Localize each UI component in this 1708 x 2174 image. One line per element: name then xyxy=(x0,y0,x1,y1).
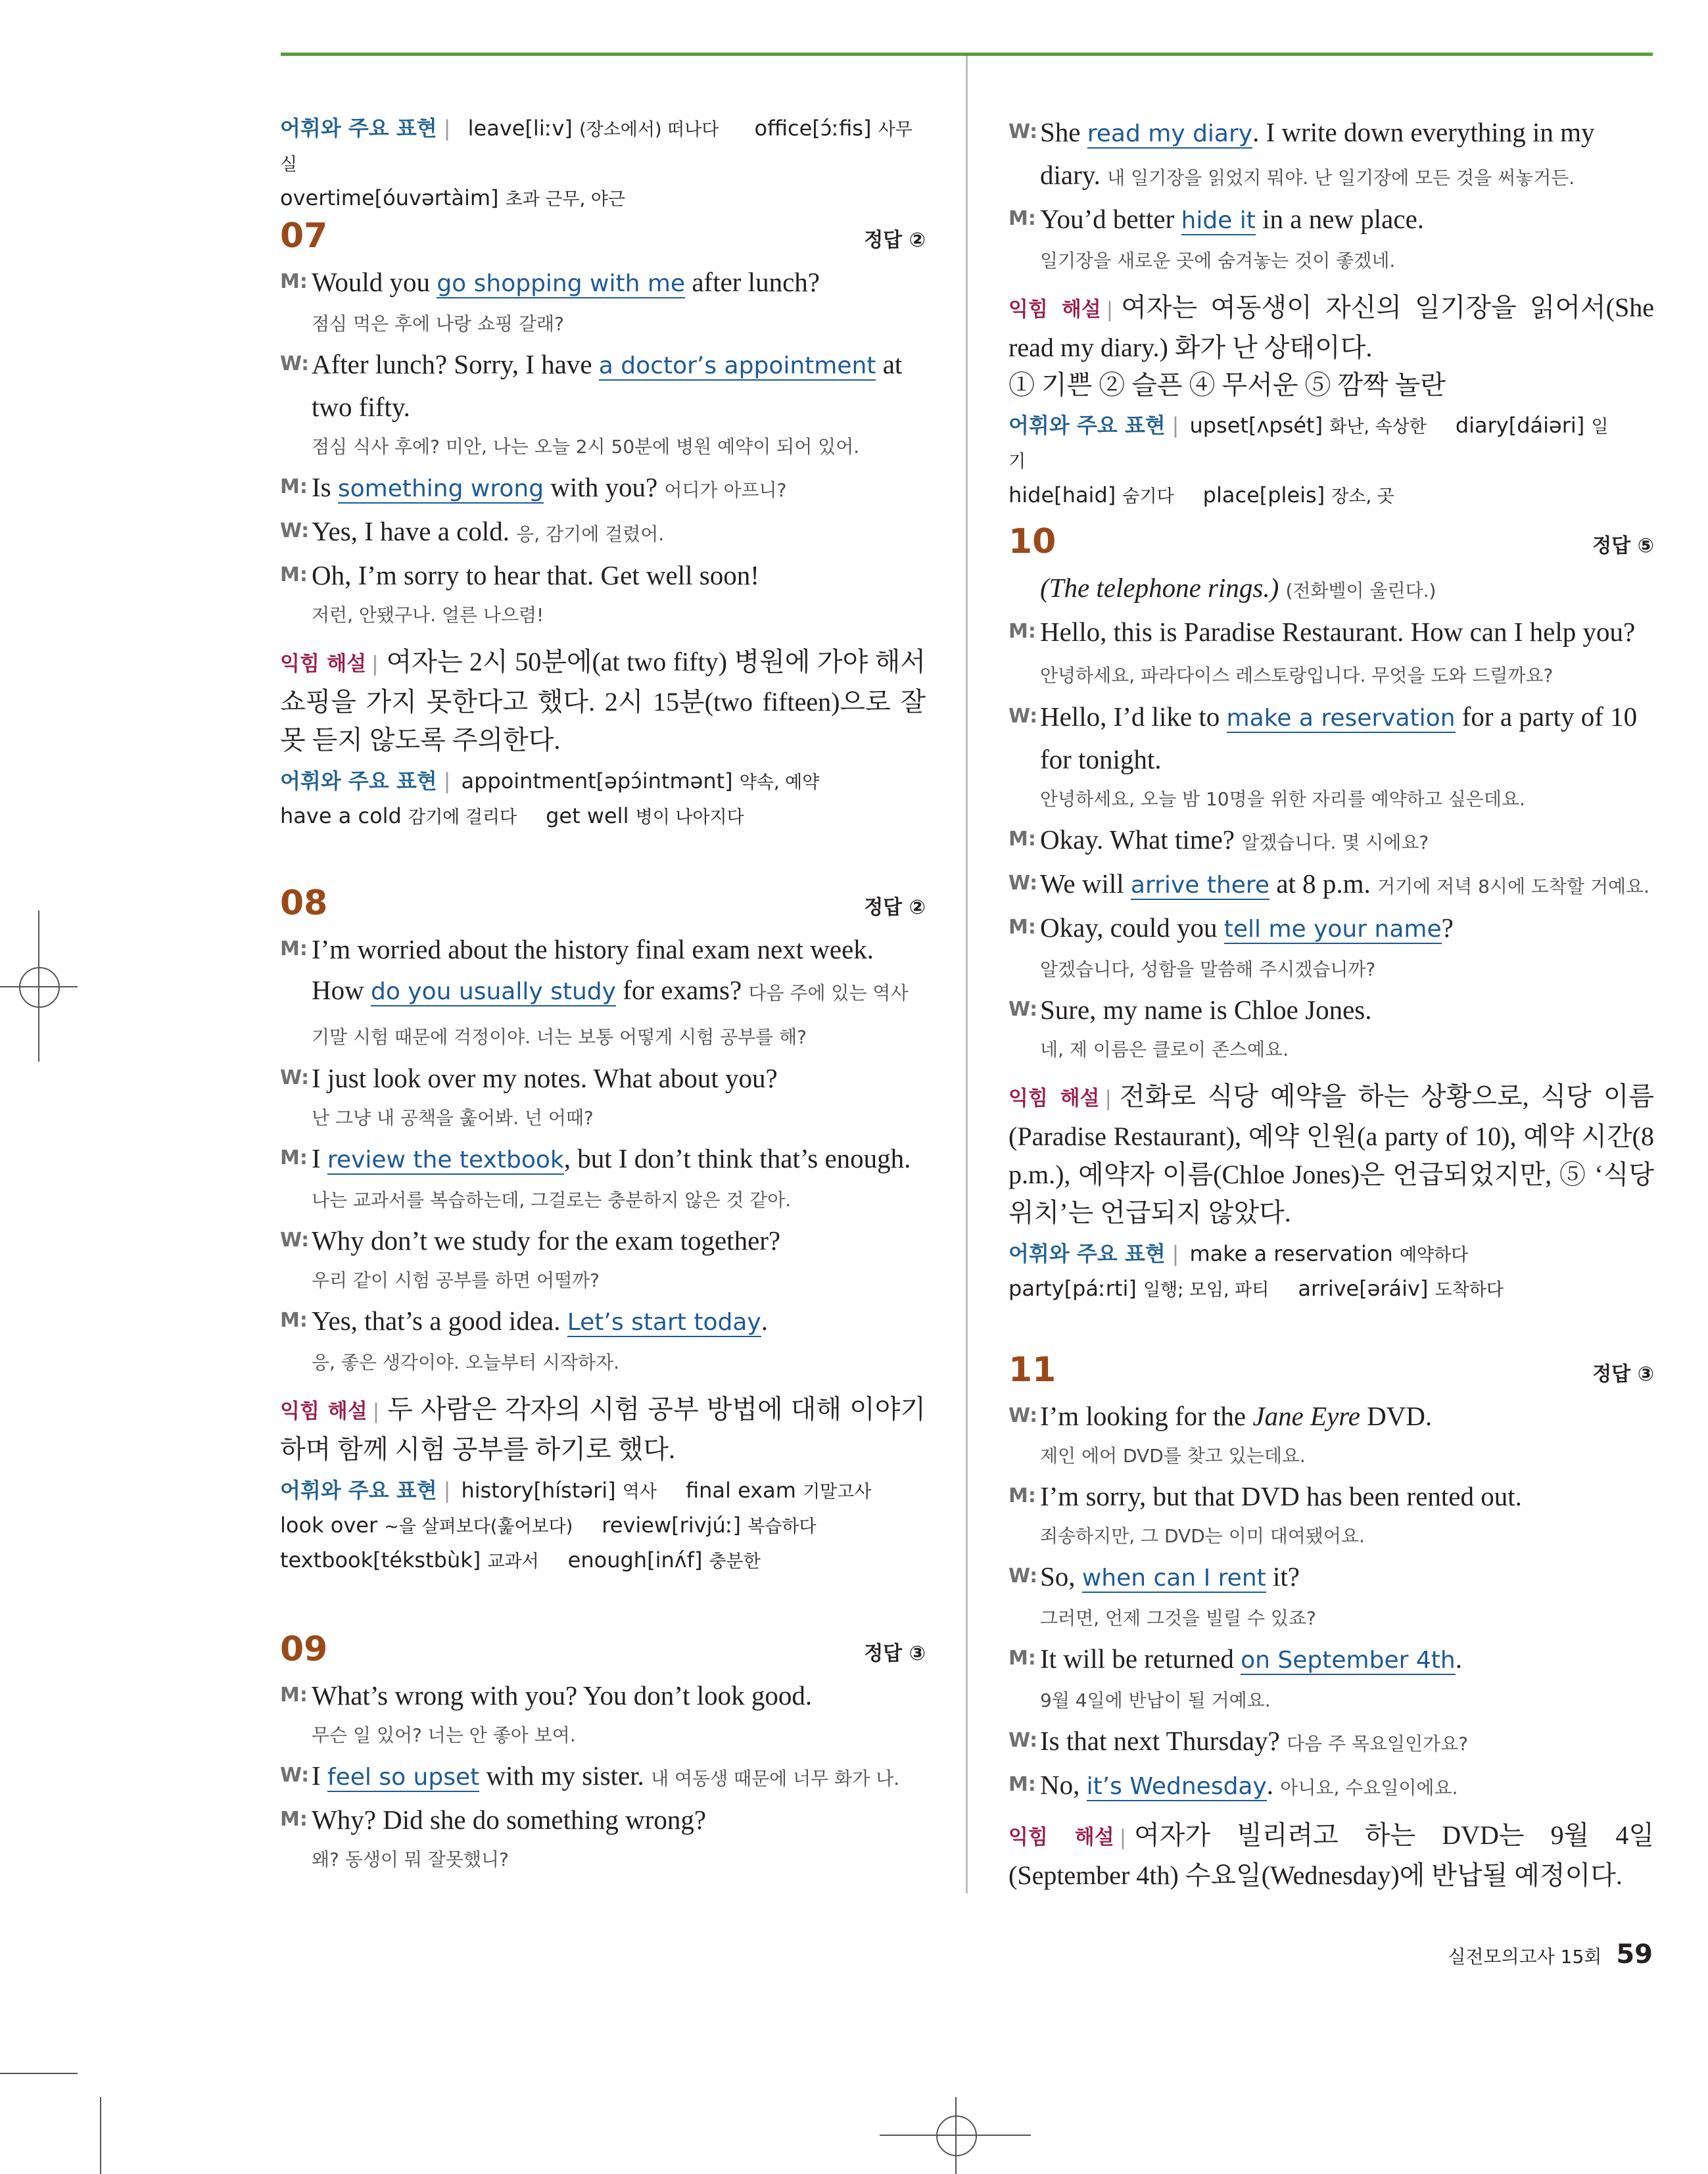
dialogue-text: . I write down everything in my diary. xyxy=(1040,117,1595,190)
dialogue-line xyxy=(1008,112,1654,199)
speaker-tag: M: xyxy=(280,1684,308,1707)
footer-title: 실전모의고사 15회 xyxy=(1448,1946,1602,1968)
explanation-text: 전화로 식당 예약을 하는 상황으로, 식당 이름(Paradise Restaurant), 예약 인원(a party of 10), 예약 시간(8 p.m.), 예약자 이름(Chloe Jones)은 언급되었지만, ⑤ ‘식당 위치’는 언급되지 않았다. xyxy=(1008,1081,1654,1227)
dialogue-line xyxy=(1008,1476,1654,1517)
speaker-tag: W: xyxy=(280,1066,310,1089)
explanation-label: 익힘 해설 xyxy=(1008,298,1101,321)
vocab-block xyxy=(1008,1237,1654,1307)
highlighted-phrase: when can I rent xyxy=(1081,1565,1266,1592)
highlighted-phrase: on September 4th xyxy=(1241,1647,1456,1674)
translation: 안녕하세요, 오늘 밤 10명을 위한 자리를 예약하고 싶은데요. xyxy=(1040,788,1525,810)
dialogue-line xyxy=(280,1138,926,1181)
vocab-meaning: 숨기다 xyxy=(1122,486,1174,507)
translation: 어디가 아프니? xyxy=(664,479,787,501)
translation: 우리 같이 시험 공부를 하면 어떨까? xyxy=(312,1269,600,1291)
highlighted-phrase: arrive there xyxy=(1130,872,1270,899)
dialogue-text: in a new place. xyxy=(1255,204,1425,234)
vocab-entry xyxy=(602,1513,816,1538)
explanation-label: 익힘 해설 xyxy=(280,1400,368,1423)
question-header xyxy=(1008,1344,1654,1396)
dialogue-text: I’m looking for the xyxy=(1040,1401,1253,1431)
translation: 왜? 동생이 뭐 잘못했니? xyxy=(312,1849,509,1870)
explanation-text: 두 사람은 각자의 시험 공부 방법에 대해 이야기하며 함께 시험 공부를 하기로 했다. xyxy=(280,1394,926,1464)
highlighted-phrase: feel so upset xyxy=(327,1764,480,1791)
dialogue-text: What’s wrong with you? You don’t look good. xyxy=(312,1680,813,1711)
translation: 거기에 저녁 8시에 도착할 거예요. xyxy=(1377,876,1650,897)
vocab-term: appointment[əpɔ́intmənt] xyxy=(461,768,733,793)
explanation xyxy=(280,1390,926,1469)
vocab-block xyxy=(280,765,926,834)
vocab-entry xyxy=(468,116,719,141)
speaker-tag: W: xyxy=(1008,998,1038,1021)
speaker-tag: W: xyxy=(280,1764,310,1787)
dialogue-text: Hello, this is Paradise Restaurant. How can I help you? xyxy=(1040,617,1636,647)
speaker-tag: W: xyxy=(1008,1404,1038,1427)
vocab-term: upset[ʌpsét] xyxy=(1189,413,1323,438)
speaker-tag: M: xyxy=(280,563,308,586)
question-number: 11 xyxy=(1008,1350,1056,1390)
question-11 xyxy=(1008,1344,1654,1895)
crop-mark-horizontal xyxy=(0,2073,78,2074)
answer-label: 정답 ② xyxy=(864,896,926,919)
vocab-line xyxy=(280,1544,926,1578)
answer-label: 정답 ③ xyxy=(1592,1363,1654,1386)
dialogue-text: I just look over my notes. What about you? xyxy=(312,1063,778,1093)
translation: 그러면, 언제 그것을 빌릴 수 있죠? xyxy=(1040,1607,1316,1629)
dialogue-text: Oh, I’m sorry to hear that. Get well soon! xyxy=(312,560,759,590)
explanation-text: 여자는 여동생이 자신의 일기장을 읽어서(She read my diary.) 화가 난 상태이다. xyxy=(1008,293,1654,362)
question-09-continued xyxy=(1008,112,1654,513)
speaker-tag: M: xyxy=(1008,207,1036,230)
highlighted-phrase: it’s Wednesday xyxy=(1086,1773,1267,1800)
translation: 내 일기장을 읽었지 뭐야. 난 일기장에 모든 것을 써놓거든. xyxy=(1107,167,1575,189)
speaker-tag: M: xyxy=(1008,1773,1036,1796)
translation: 9월 4일에 반납이 될 거예요. xyxy=(1040,1690,1271,1711)
question-header xyxy=(280,210,926,262)
vocab-entry xyxy=(280,1513,573,1538)
highlighted-phrase: hide it xyxy=(1181,207,1256,234)
highlighted-phrase: do you usually study xyxy=(370,978,616,1005)
translation: 내 여동생 때문에 너무 화가 나. xyxy=(651,1768,900,1789)
vocab-term: overtime[óuvərtàim] xyxy=(280,185,499,210)
dialogue-line xyxy=(1008,1556,1654,1599)
vocab-term: textbook[tékstbùk] xyxy=(280,1548,481,1572)
highlighted-phrase: a doctor’s appointment xyxy=(598,352,876,379)
speaker-tag: W: xyxy=(280,1229,310,1252)
explanation xyxy=(1008,1077,1654,1232)
vocab-entry xyxy=(461,1478,657,1503)
dialogue-text: with my sister. xyxy=(479,1760,644,1791)
translation: 제인 에어 DVD를 찾고 있는데요. xyxy=(1040,1445,1306,1467)
translation: 점심 먹은 후에 나랑 쇼핑 갈래? xyxy=(312,313,564,335)
vocab-entry xyxy=(1203,483,1394,508)
dialogue-line xyxy=(1008,989,1654,1030)
translation: 죄송하지만, 그 DVD는 이미 대여됐어요. xyxy=(1040,1525,1365,1547)
vocab-meaning: 예약하다 xyxy=(1399,1245,1469,1265)
dialogue-text: . xyxy=(1455,1643,1462,1674)
question-08 xyxy=(280,878,926,1578)
translation: 다음 주 목요일인가요? xyxy=(1287,1733,1469,1755)
question-number: 07 xyxy=(280,216,328,256)
speaker-tag: M: xyxy=(280,1808,308,1831)
dialogue-text: after lunch? xyxy=(685,267,820,297)
vocab-term: enough[inʌ́f] xyxy=(567,1548,703,1572)
vocab-meaning: 교과서 xyxy=(487,1551,539,1572)
registration-mark-icon xyxy=(936,2115,977,2156)
vocab-meaning: 화난, 속상한 xyxy=(1329,417,1427,437)
vocab-meaning: 도착하다 xyxy=(1435,1280,1504,1300)
speaker-tag: M: xyxy=(280,1309,308,1332)
highlighted-phrase: Let’s start today xyxy=(567,1309,761,1336)
translation: 알겠습니다, 성함을 말씀해 주시겠습니까? xyxy=(1040,958,1376,980)
dialogue-line xyxy=(1008,1720,1654,1764)
answer-label: 정답 ③ xyxy=(864,1642,926,1665)
separator: | xyxy=(443,116,451,141)
vocab-label: 어휘와 주요 표현 xyxy=(280,116,437,141)
question-number: 09 xyxy=(280,1630,328,1669)
speaker-tag: M: xyxy=(1008,828,1036,851)
vocab-block xyxy=(280,1474,926,1578)
vocab-line xyxy=(280,799,926,834)
separator: | xyxy=(1119,1826,1127,1849)
vocab-entry xyxy=(280,1548,539,1572)
vocab-meaning: 약속, 예약 xyxy=(739,772,820,793)
dialogue-line xyxy=(280,1675,926,1716)
vocab-term: look over xyxy=(280,1513,378,1538)
vocab-entry xyxy=(1298,1276,1504,1301)
dialogue-line xyxy=(1008,863,1654,907)
vocab-term: leave[liːv] xyxy=(467,116,573,141)
explanation-text: 여자가 빌리려고 하는 DVD는 9월 4일(September 4th) 수요일(Wednesday)에 반납될 예정이다. xyxy=(1008,1820,1655,1890)
highlighted-phrase: something wrong xyxy=(337,475,544,502)
registration-mark-icon xyxy=(19,967,60,1008)
vocab-term: final exam xyxy=(685,1478,796,1503)
separator: | xyxy=(371,652,379,676)
vocab-line xyxy=(280,1474,926,1509)
explanation-label: 익힘 해설 xyxy=(1008,1087,1100,1110)
dialogue-text: Sure, my name is Chloe Jones. xyxy=(1040,995,1372,1025)
dialogue-text: Okay. What time? xyxy=(1040,824,1235,855)
vocab-entry xyxy=(461,768,819,793)
speaker-tag: M: xyxy=(1008,620,1036,643)
speaker-tag: W: xyxy=(1008,705,1038,728)
vocab-entry xyxy=(1189,413,1426,438)
vocab-term: place[pleis] xyxy=(1202,483,1325,508)
vocab-meaning: 복습하다 xyxy=(747,1517,817,1537)
dialogue-text: No, xyxy=(1040,1770,1087,1800)
explanation xyxy=(1008,1816,1654,1895)
vocab-term: have a cold xyxy=(280,803,402,828)
question-header xyxy=(280,878,926,929)
question-number: 08 xyxy=(280,884,328,923)
explanation-label: 익힘 해설 xyxy=(1008,1826,1114,1849)
dialogue-text: Okay, could you xyxy=(1040,912,1224,943)
answer-label: 정답 ⑤ xyxy=(1592,534,1654,557)
dialogue-line xyxy=(280,929,926,1058)
vocab-term: get well xyxy=(546,803,629,828)
vocab-block-06 xyxy=(280,112,926,216)
answer-options: ① 기쁜 ② 슬픈 ④ 무서운 ⑤ 깜짝 놀란 xyxy=(1008,370,1446,400)
separator: | xyxy=(443,768,451,793)
speaker-tag: W: xyxy=(1008,872,1038,895)
translation: (전화벨이 울린다.) xyxy=(1285,580,1436,602)
explanation-label: 익힘 해설 xyxy=(280,652,367,676)
translation: 응, 좋은 생각이야. 오늘부터 시작하자. xyxy=(312,1352,620,1373)
vocab-meaning: 감기에 걸리다 xyxy=(408,807,517,828)
highlighted-phrase: read my diary xyxy=(1087,120,1253,147)
translation: 응, 감기에 걸렸어. xyxy=(516,523,665,545)
question-header xyxy=(1008,516,1654,567)
vocab-label: 어휘와 주요 표현 xyxy=(280,768,437,793)
explanation xyxy=(1008,289,1654,367)
dialogue-line xyxy=(280,467,926,511)
vocab-label: 어휘와 주요 표현 xyxy=(280,1478,437,1503)
dialogue-line xyxy=(280,1220,926,1261)
dialogue-text: Is that next Thursday? xyxy=(1040,1726,1280,1756)
translation: 저런, 안됐구나. 얼른 나으렴! xyxy=(312,604,544,626)
vocab-entry xyxy=(280,185,625,210)
page-number: 59 xyxy=(1616,1939,1653,1970)
vocab-meaning: 일행; 모임, 파티 xyxy=(1143,1280,1269,1300)
vocab-term: hide[haid] xyxy=(1008,483,1116,508)
dialogue-text: It will be returned xyxy=(1040,1643,1241,1674)
dialogue-text: Is xyxy=(312,472,338,502)
vocab-entry xyxy=(686,1478,871,1503)
question-07 xyxy=(280,210,926,834)
dialogue-line xyxy=(280,555,926,596)
vocab-meaning: 기말고사 xyxy=(803,1482,872,1502)
vocab-meaning: 일기 xyxy=(1008,417,1609,472)
translation: 안녕하세요, 파라다이스 레스토랑입니다. 무엇을 도와 드릴까요? xyxy=(1040,665,1554,686)
vocab-line xyxy=(1008,1272,1654,1307)
dialogue-text: ? xyxy=(1441,912,1454,943)
highlighted-phrase: tell me your name xyxy=(1223,916,1442,943)
question-number: 10 xyxy=(1008,522,1056,561)
translation: 다음 주에 있는 역사 기말 시험 때문에 걱정이야. 너는 보통 어떻게 시험 공부를 해? xyxy=(312,982,909,1048)
vocab-term: review[rivjúː] xyxy=(602,1513,742,1538)
separator: | xyxy=(1172,1241,1179,1266)
separator: | xyxy=(1172,413,1179,438)
vocab-meaning: 장소, 곳 xyxy=(1331,486,1394,507)
dialogue-text: I’m sorry, but that DVD has been rented out. xyxy=(1040,1481,1522,1511)
vocab-entry xyxy=(1189,1241,1468,1266)
vocab-term: make a reservation xyxy=(1189,1241,1393,1266)
dialogue-text: , but I don’t think that’s enough. xyxy=(563,1143,911,1173)
dialogue-line xyxy=(280,1300,926,1343)
separator: | xyxy=(443,1478,451,1503)
translation: 네, 제 이름은 클로이 존스예요. xyxy=(1040,1039,1289,1060)
dialogue-line xyxy=(1008,819,1654,863)
dialogue-text: for a party of 10 for tonight. xyxy=(1040,701,1638,774)
crop-mark-vertical xyxy=(100,2097,101,2174)
dialogue-text: with you? xyxy=(544,472,658,502)
dialogue-line xyxy=(1008,199,1654,241)
vocab-line xyxy=(280,112,926,181)
speaker-tag: M: xyxy=(280,937,308,960)
question-10 xyxy=(1008,516,1654,1307)
vocab-entry xyxy=(280,803,517,828)
vocab-entry xyxy=(1008,1276,1269,1301)
speaker-tag: W: xyxy=(1008,1565,1038,1588)
answer-label: 정답 ② xyxy=(864,229,926,252)
vocab-meaning: 초과 근무, 야근 xyxy=(505,189,625,210)
vocab-term: history[hístəri] xyxy=(461,1478,616,1503)
speaker-tag: W: xyxy=(280,352,310,375)
explanation xyxy=(280,643,926,759)
dialogue-text: I’m worried about the history final exam next week. How xyxy=(312,934,874,1005)
translation: 나는 교과서를 복습하는데, 그걸로는 충분하지 않은 것 같아. xyxy=(312,1189,792,1211)
dialogue-text: . xyxy=(761,1306,768,1336)
speaker-tag: W: xyxy=(1008,120,1038,143)
dialogue-text: at two fifty. xyxy=(312,349,903,422)
vocab-line xyxy=(280,1509,926,1544)
speaker-tag: M: xyxy=(280,475,308,498)
dialogue-text: After lunch? Sorry, I have xyxy=(312,349,599,379)
vocab-line xyxy=(1008,479,1654,513)
vocab-meaning: 사무실 xyxy=(280,120,913,175)
question-header xyxy=(280,1624,926,1675)
dialogue-text: at 8 p.m. xyxy=(1269,868,1371,899)
highlighted-phrase: make a reservation xyxy=(1226,705,1456,732)
vocab-line xyxy=(280,765,926,799)
dialogue-text: Yes, I have a cold. xyxy=(312,516,510,546)
dialogue-text: Why? Did she do something wrong? xyxy=(312,1805,707,1835)
speaker-tag: M: xyxy=(280,1146,308,1170)
dialogue-line xyxy=(1008,611,1654,696)
translation: 점심 식사 후에? 미안, 나는 오늘 2시 50분에 병원 예약이 되어 있어. xyxy=(312,436,860,458)
vocab-line xyxy=(1008,1237,1654,1272)
dialogue-line xyxy=(1008,1638,1654,1681)
speaker-tag: M: xyxy=(1008,1484,1036,1507)
dialogue-line xyxy=(280,511,926,555)
speaker-tag: W: xyxy=(280,519,310,542)
dialogue-line xyxy=(1008,1396,1654,1436)
dialogue-line xyxy=(280,1058,926,1099)
translation: 난 그냥 내 공책을 훑어봐. 넌 어때? xyxy=(312,1107,594,1129)
dialogue-line xyxy=(280,262,926,304)
dialogue-text: for exams? xyxy=(615,975,742,1005)
vocab-block xyxy=(1008,409,1654,513)
vocab-term: office[ɔ́ːfis] xyxy=(754,116,872,141)
vocab-term: arrive[əráiv] xyxy=(1298,1276,1429,1301)
vocab-label: 어휘와 주요 표현 xyxy=(1008,1241,1166,1266)
dialogue-text: So, xyxy=(1040,1561,1082,1592)
page-footer xyxy=(1448,1939,1653,1970)
dialogue-text: I xyxy=(312,1143,327,1173)
vocab-line xyxy=(1008,409,1654,479)
dialogue-title: Jane Eyre xyxy=(1252,1401,1360,1431)
dialogue-line xyxy=(280,1799,926,1840)
translation: 알겠습니다. 몇 시에요? xyxy=(1241,832,1429,853)
dialogue-line xyxy=(1008,907,1654,950)
translation: 일기장을 새로운 곳에 숨겨놓는 것이 좋겠네. xyxy=(1040,250,1396,272)
vocab-meaning: 충분한 xyxy=(709,1551,761,1572)
separator: | xyxy=(1106,298,1114,321)
vocab-entry xyxy=(546,803,744,828)
dialogue-text: Yes, that’s a good idea. xyxy=(312,1306,567,1336)
dialogue-line xyxy=(1008,696,1654,780)
separator: | xyxy=(372,1400,380,1423)
dialogue-text: She xyxy=(1040,117,1087,147)
vocab-label: 어휘와 주요 표현 xyxy=(1008,413,1166,438)
stage-text: (The telephone rings.) xyxy=(1040,573,1279,603)
dialogue-line xyxy=(280,344,926,427)
highlighted-phrase: go shopping with me xyxy=(437,270,686,297)
vocab-meaning: (장소에서) 떠나다 xyxy=(579,120,719,140)
separator: | xyxy=(1104,1087,1112,1110)
speaker-tag: W: xyxy=(1008,1729,1038,1752)
column-divider xyxy=(966,56,968,1893)
dialogue-text: I xyxy=(312,1760,327,1791)
translation: 아니요, 수요일이에요. xyxy=(1280,1777,1458,1799)
dialogue-text: . xyxy=(1266,1770,1274,1800)
dialogue-text: You’d better xyxy=(1040,204,1181,234)
dialogue-text: it? xyxy=(1266,1561,1300,1592)
dialogue-text: Why don’t we study for the exam together? xyxy=(312,1225,781,1256)
stage-direction xyxy=(1008,567,1654,611)
dialogue-line xyxy=(1008,1764,1654,1808)
highlighted-phrase: review the textbook xyxy=(327,1146,564,1173)
vocab-entry xyxy=(1008,483,1174,508)
dialogue-text: Hello, I’d like to xyxy=(1040,701,1227,732)
explanation-text: 여자는 2시 50분에(at two fifty) 병원에 가야 해서 쇼핑을 가지 못한다고 했다. 2시 15분(two fifteen)으로 잘못 듣지 않도록 주의한다. xyxy=(280,647,926,755)
speaker-tag: M: xyxy=(1008,916,1036,939)
dialogue-text: Would you xyxy=(312,267,437,297)
vocab-meaning: 역사 xyxy=(622,1482,657,1502)
dialogue-text: DVD. xyxy=(1360,1401,1433,1431)
vocab-entry xyxy=(568,1548,761,1572)
vocab-term: party[páːrti] xyxy=(1008,1276,1137,1301)
question-09 xyxy=(280,1624,926,1879)
vocab-meaning: 병이 나아지다 xyxy=(635,807,744,828)
speaker-tag: M: xyxy=(280,270,308,293)
dialogue-line xyxy=(280,1755,926,1799)
vocab-meaning: ~을 살펴보다(훑어보다) xyxy=(384,1517,573,1537)
vocab-term: diary[dáiəri] xyxy=(1455,413,1585,438)
dialogue-text: We will xyxy=(1040,868,1131,899)
speaker-tag: M: xyxy=(1008,1647,1036,1670)
translation: 무슨 일 있어? 너는 안 좋아 보여. xyxy=(312,1724,576,1746)
